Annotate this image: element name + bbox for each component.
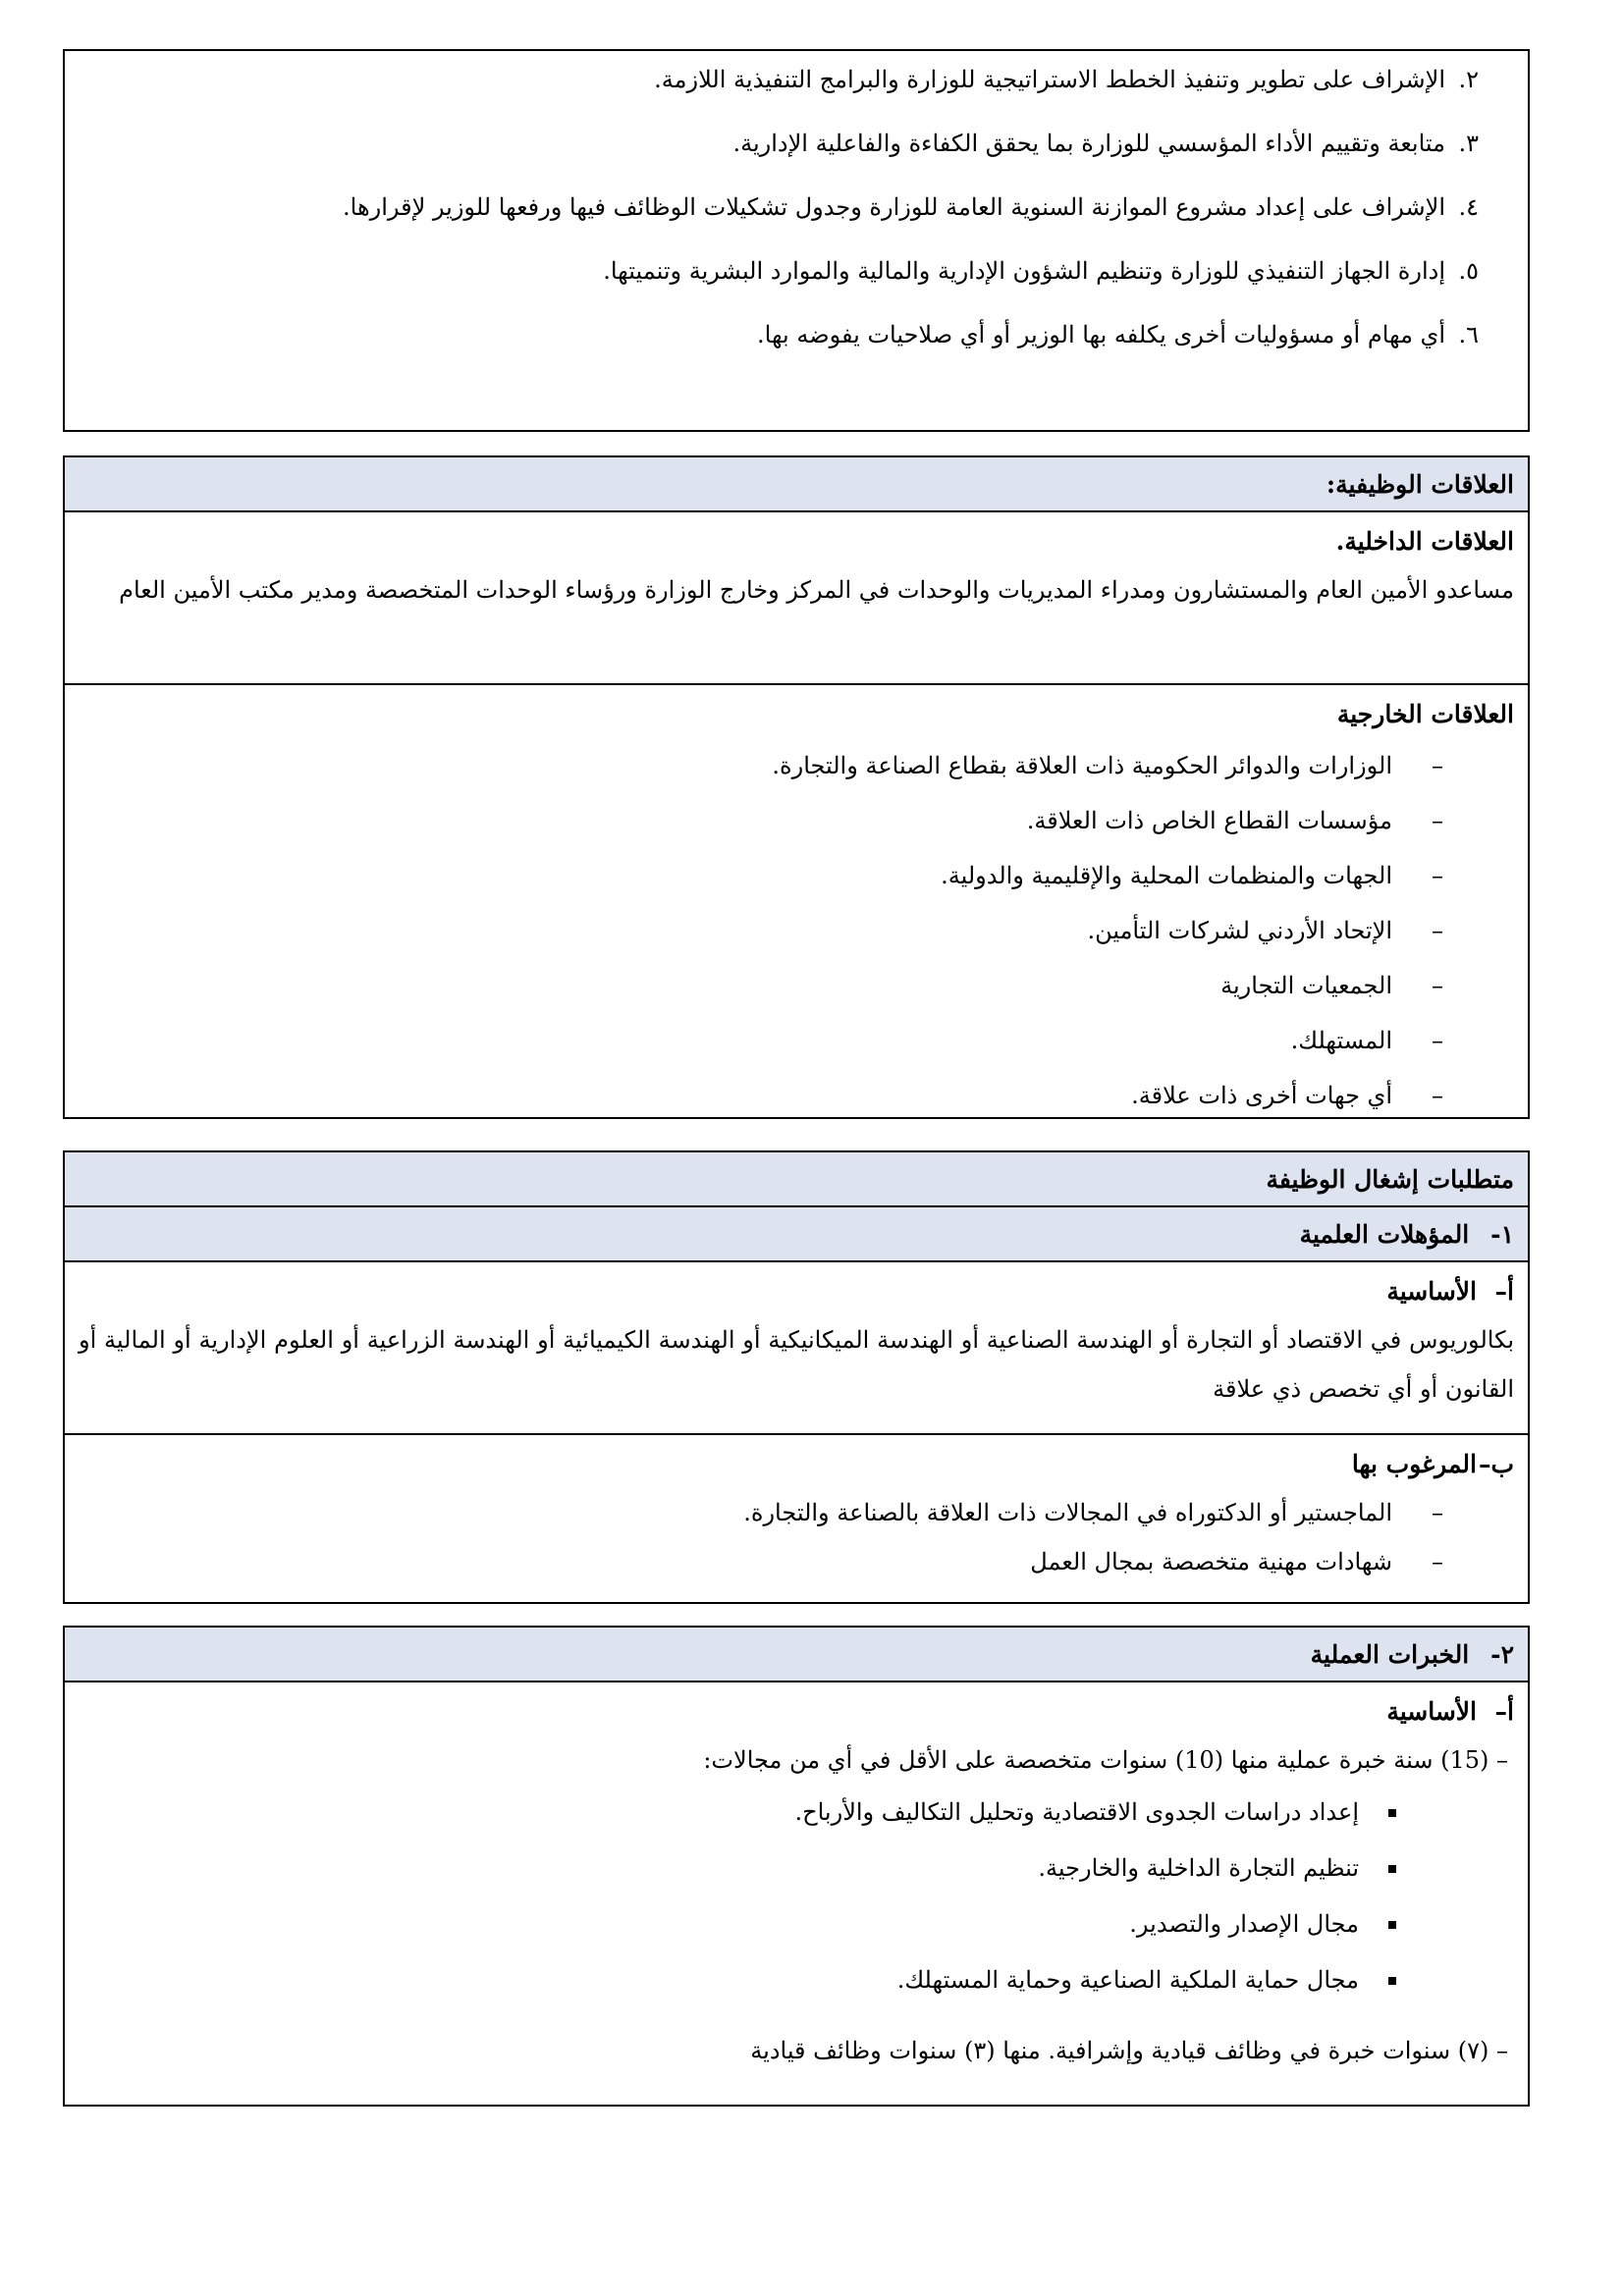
internal-relations-title: العلاقات الداخلية.	[1335, 527, 1514, 556]
list-item: – الماجستير أو الدكتوراه في المجالات ذات العلاقة بالصناعة والتجارة.	[743, 1499, 1443, 1526]
list-item: – الجهات والمنظمات المحلية والإقليمية والدولية.	[941, 862, 1443, 889]
list-item: ٤. الإشراف على إعداد مشروع الموازنة السنوية العامة للوزارة وجدول تشكيلات الوظائف فيها ورفعها للوزير لإقرارها.	[343, 193, 1479, 221]
list-item: مجال الإصدار والتصدير.	[79, 1896, 1396, 1952]
preferred-title: المرغوب بها	[1351, 1450, 1477, 1478]
relations-header: العلاقات الوظيفية:	[65, 457, 1528, 512]
experience-fields-list	[79, 1785, 1514, 2008]
requirements-box	[63, 1150, 1530, 1604]
duties-box	[63, 49, 1530, 432]
list-item: – الجمعيات التجارية	[1220, 972, 1443, 999]
external-relations-title: العلاقات الخارجية	[1336, 700, 1514, 728]
list-item: ٣. متابعة وتقييم الأداء المؤسسي للوزارة بما يحقق الكفاءة والفاعلية الإدارية.	[732, 130, 1479, 157]
list-item: تنظيم التجارة الداخلية والخارجية.	[79, 1841, 1396, 1896]
experience-box	[63, 1626, 1530, 2107]
bullet-icon	[1388, 1921, 1396, 1929]
list-item: – مؤسسات القطاع الخاص ذات العلاقة.	[1026, 807, 1443, 834]
internal-relations-text: مساعدو الأمين العام والمستشارون ومدراء المديريات والوحدات في المركز وخارج الوزارة ورؤساء الوحدات المتخصصة ومدير مكتب الأمين العام	[119, 576, 1514, 604]
experience-line-2: – (٧) سنوات خبرة في وظائف قيادية وإشرافية. منها (٣) سنوات وظائف قيادية	[750, 2037, 1508, 2064]
duties-list	[65, 51, 1528, 352]
qualifications-header: ١- المؤهلات العلمية	[65, 1207, 1528, 1262]
experience-line-1: – (15) سنة خبرة عملية منها (10) سنوات متخصصة على الأقل في أي من مجالات:	[703, 1746, 1508, 1774]
external-relations-list	[79, 738, 1514, 1123]
list-item: – الإتحاد الأردني لشركات التأمين.	[1087, 917, 1443, 944]
bullet-icon	[1388, 1977, 1396, 1985]
bullet-icon	[1388, 1865, 1396, 1873]
basic-qualifications-text: بكالوريوس في الاقتصاد أو التجارة أو الهندسة الصناعية أو الهندسة الميكانيكية أو الهندسة الكيميائية أو الهندسة الزراعية أو العلوم الإدارية أو المالية أو القانون أو أي تخصص ذي علاقة	[79, 1326, 1514, 1403]
list-item: ٢. الإشراف على تطوير وتنفيذ الخطط الاستراتيجية للوزارة والبرامج التنفيذية اللازمة.	[654, 66, 1479, 93]
experience-basic-title: الأساسية	[1386, 1697, 1477, 1726]
external-relations	[65, 683, 1528, 1133]
list-item: إعداد دراسات الجدوى الاقتصادية وتحليل التكاليف والأرباح.	[79, 1785, 1396, 1841]
requirements-header: متطلبات إشغال الوظيفة	[65, 1152, 1528, 1207]
list-item: – أي جهات أخرى ذات علاقة.	[1131, 1082, 1443, 1109]
experience-header: ٢- الخبرات العملية	[65, 1628, 1528, 1682]
list-item: ٥. إدارة الجهاز التنفيذي للوزارة وتنظيم الشؤون الإدارية والمالية والموارد البشرية وتنميتها.	[603, 257, 1479, 285]
experience-content: أ– الأساسية – (15) سنة خبرة عملية منها (10) سنوات متخصصة على الأقل في أي من مجالات: إعداد دراسات الجدوى الاقتصادية وتحليل التكاليف والأرباح. تنظيم التجارة الداخلية والخارجية. مجال الإصدار والتصدير. مجال حماية الملكية الصناعية وحماية المستهلك. – (٧) سنوات خبرة في وظائف قيادية وإشرافية. منها (٣) سنوات وظائف قيادية	[65, 1682, 1528, 2085]
internal-relations	[65, 512, 1528, 683]
list-item: – المستهلك.	[1290, 1027, 1443, 1054]
list-item: – شهادات مهنية متخصصة بمجال العمل	[1030, 1548, 1443, 1575]
preferred-qualifications: ب– المرغوب بها – الماجستير أو الدكتوراه في المجالات ذات العلاقة بالصناعة والتجارة. – شهادات مهنية متخصصة بمجال العمل	[65, 1433, 1528, 1596]
list-item: مجال حماية الملكية الصناعية وحماية المستهلك.	[79, 1952, 1396, 2008]
list-item: ٦. أي مهام أو مسؤوليات أخرى يكلفه بها الوزير أو أي صلاحيات يفوضه بها.	[757, 321, 1479, 348]
basic-title: الأساسية	[1386, 1277, 1477, 1306]
basic-qualifications: أ– الأساسية بكالوريوس في الاقتصاد أو التجارة أو الهندسة الصناعية أو الهندسة الميكانيكية أو الهندسة الكيميائية أو الهندسة الزراعية أو العلوم الإدارية أو المالية أو القانون أو أي تخصص ذي علاقة	[65, 1262, 1528, 1433]
relations-box	[63, 455, 1530, 1119]
bullet-icon	[1388, 1809, 1396, 1817]
list-item: – الوزارات والدوائر الحكومية ذات العلاقة بقطاع الصناعة والتجارة.	[772, 752, 1443, 779]
preferred-list	[79, 1488, 1514, 1586]
